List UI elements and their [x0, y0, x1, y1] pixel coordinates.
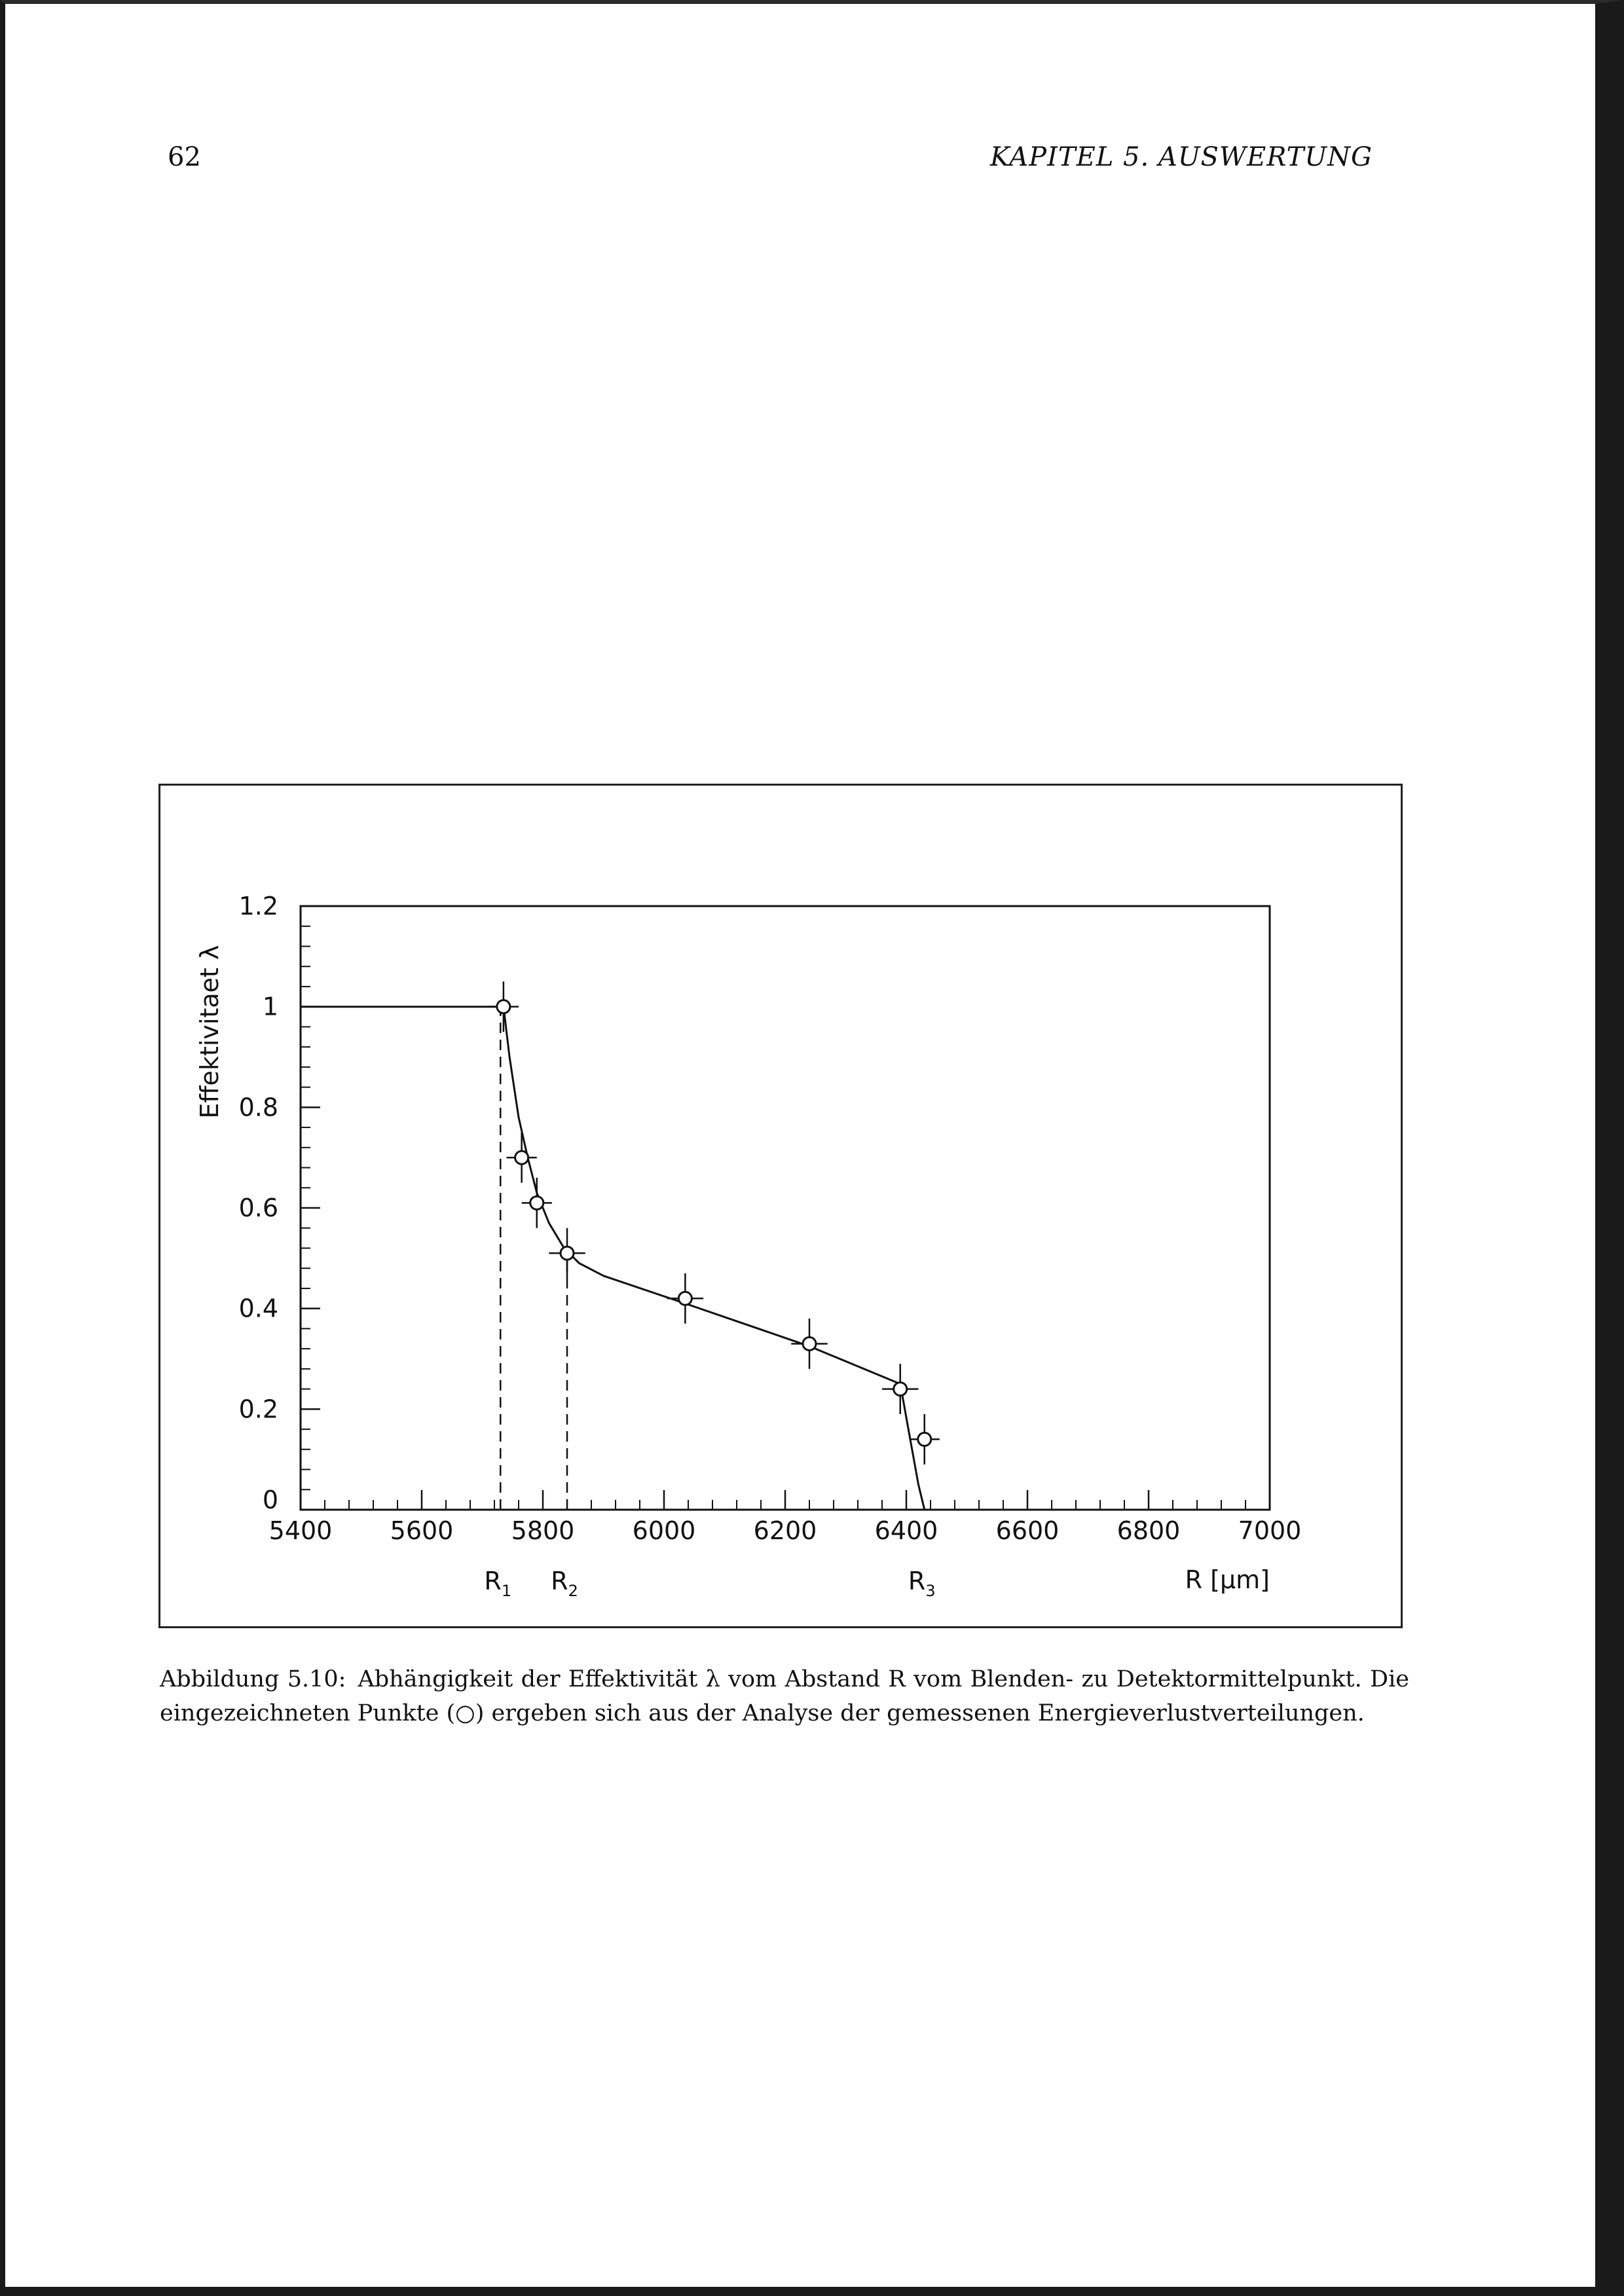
data-point [678, 1292, 692, 1305]
x-tick-label: 6000 [632, 1516, 696, 1545]
x-tick-label: 6400 [874, 1516, 938, 1545]
y-tick-label: 0.4 [238, 1294, 278, 1323]
r2-marker-label: $R_2$ [551, 1567, 578, 1600]
chapter-title: KAPITEL 5. AUSWERTUNG [990, 142, 1373, 172]
x-tick-label: 6200 [753, 1516, 817, 1545]
r1-marker-label: $R_1$ [484, 1567, 512, 1600]
y-tick-label: 0 [262, 1485, 278, 1514]
page-number: 62 [168, 142, 201, 172]
x-axis-label: R [μm] [1185, 1565, 1270, 1594]
data-point [918, 1432, 931, 1446]
x-tick-label: 5800 [511, 1516, 575, 1545]
caption-text: Abhängigkeit der Effektivität λ vom Abstand R vom Blenden- zu Detektormittelpunkt. Die eingezeichneten Punkte (○) ergeben sich aus der Analyse der gemessenen Energieverlustverteilungen. [160, 1666, 1410, 1726]
data-point [497, 1000, 510, 1013]
y-tick-label: 1.2 [238, 892, 278, 920]
r3-marker-label: $R_3$ [908, 1567, 936, 1600]
data-point [561, 1247, 574, 1260]
x-tick-label: 6600 [995, 1516, 1060, 1545]
x-tick-label: 6800 [1116, 1516, 1181, 1545]
x-tick-label: 7000 [1238, 1516, 1302, 1545]
data-point [530, 1196, 544, 1209]
x-tick-label: 5400 [268, 1516, 333, 1545]
data-point [894, 1383, 907, 1396]
y-tick-label: 0.8 [238, 1093, 278, 1122]
figure-frame [158, 784, 1403, 1628]
y-tick-label: 1 [262, 992, 278, 1021]
data-point [515, 1151, 528, 1164]
efficiency-chart [160, 786, 1401, 1626]
figure-caption [160, 1662, 1409, 1730]
y-axis-label: Effektivitaet λ [195, 945, 224, 1119]
x-tick-label: 5600 [390, 1516, 454, 1545]
caption-label: Abbildung 5.10: [160, 1666, 346, 1692]
y-tick-label: 0.6 [238, 1194, 278, 1222]
data-point [803, 1337, 816, 1350]
y-tick-label: 0.2 [238, 1394, 278, 1424]
plot-frame [301, 906, 1270, 1510]
model-curve-line [301, 1007, 925, 1510]
